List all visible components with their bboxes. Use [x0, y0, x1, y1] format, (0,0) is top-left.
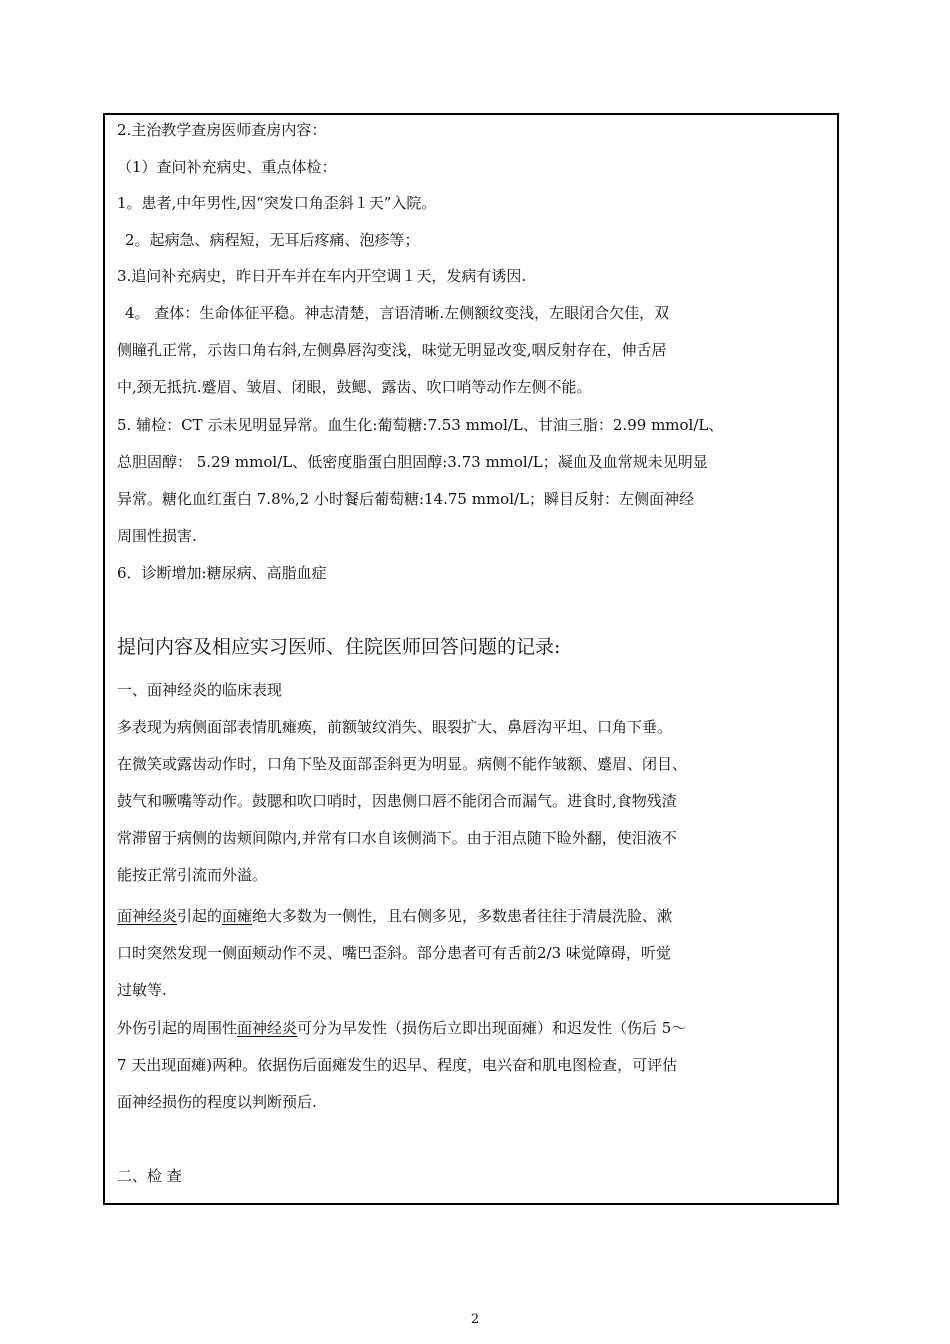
qa-subheading-1: 一、面神经炎的临床表现: [117, 681, 283, 699]
history-item-1: 1。患者,中年男性,因“突发口角歪斜１天”入院。: [117, 194, 437, 212]
symptom-line-4: 常滞留于病侧的齿颊间隙内,并常有口水自该侧淌下。由于泪点随下睑外翻，使泪液不: [117, 829, 677, 847]
text-segment: 可分为早发性（损伤后立即出现面瘫）和迟发性（伤后 5～: [297, 1019, 687, 1037]
term-facial-neuritis: 面神经炎: [117, 907, 178, 925]
paralysis-line-1: [117, 906, 672, 926]
exam-line-3: 中,颈无抵抗.蹙眉、皱眉、闭眼，鼓鳃、露齿、吹口哨等动作左侧不能。: [117, 378, 592, 396]
history-item-3: 3.追问补充病史，昨日开车并在车内开空调１天，发病有诱因.: [117, 267, 527, 285]
lab-line-2: 总胆固醇： 5.29 mmol/L、低密度脂蛋白胆固醇:3.73 mmol/L；凝血及血常规未见明显: [117, 453, 708, 471]
record-frame: [103, 113, 839, 1205]
lab-line-3: 异常。糖化血红蛋白 7.8%,2 小时餐后葡萄糖:14.75 mmol/L；瞬目反射：左侧面神经: [117, 490, 695, 508]
trauma-line-3: 面神经损伤的程度以判断预后.: [117, 1093, 317, 1111]
symptom-line-1: 多表现为病侧面部表情肌瘫痪，前额皱纹消失、眼裂扩大、鼻唇沟平坦、口角下垂。: [117, 718, 673, 736]
diagnosis-line: 6．诊断增加:糖尿病、高脂血症: [117, 564, 327, 582]
symptom-line-3: 鼓气和噘嘴等动作。鼓腮和吹口哨时，因患侧口唇不能闭合而漏气。进食时,食物残渣: [117, 792, 677, 810]
ward-round-subheading: （1）查问补充病史、重点体检：: [117, 158, 337, 176]
lab-line-1: 5. 辅检：CT 示未见明显异常。血生化:葡萄糖:7.53 mmol/L、甘油三脂：2.99 mmol/L、: [117, 416, 724, 434]
term-facial-paralysis: 面瘫: [222, 907, 253, 925]
text-segment: 引起的: [177, 907, 223, 925]
symptom-line-5: 能按正常引流而外溢。: [117, 866, 268, 884]
trauma-line-1: [117, 1018, 686, 1038]
text-segment: 外伤引起的周围性: [117, 1019, 238, 1037]
symptom-line-2: 在微笑或露齿动作时，口角下坠及面部歪斜更为明显。病侧不能作皱额、蹙眉、闭目、: [117, 755, 688, 773]
term-facial-neuritis: 面神经炎: [237, 1019, 298, 1037]
qa-subheading-2: 二、检 查: [117, 1167, 182, 1185]
lab-line-4: 周围性损害.: [117, 527, 197, 545]
text-segment: 绝大多数为一侧性，且右侧多见，多数患者往往于清晨洗脸、漱: [252, 907, 673, 925]
exam-line-1: 4。 查体：生命体征平稳。神志清楚，言语清晰.左侧额纹变浅，左眼闭合欠佳，双: [125, 304, 670, 322]
qa-heading: 提问内容及相应实习医师、住院医师回答问题的记录:: [117, 636, 561, 658]
trauma-line-2: 7 天出现面瘫)两种。依据伤后面瘫发生的迟早、程度，电兴奋和肌电图检查，可评估: [117, 1056, 678, 1074]
ward-round-heading: 2.主治教学查房医师查房内容：: [117, 121, 327, 139]
page-number: 2: [470, 1312, 480, 1327]
paralysis-line-2: 口时突然发现一侧面颊动作不灵、嘴巴歪斜。部分患者可有舌前2/3 味觉障碍，听觉: [117, 944, 671, 962]
exam-line-2: 侧瞳孔正常，示齿口角右斜,左侧鼻唇沟变浅，味觉无明显改变,咽反射存在，伸舌居: [117, 341, 667, 359]
paralysis-line-3: 过敏等.: [117, 981, 167, 999]
history-item-2: 2。起病急、病程短，无耳后疼痛、泡疹等；: [125, 231, 420, 249]
